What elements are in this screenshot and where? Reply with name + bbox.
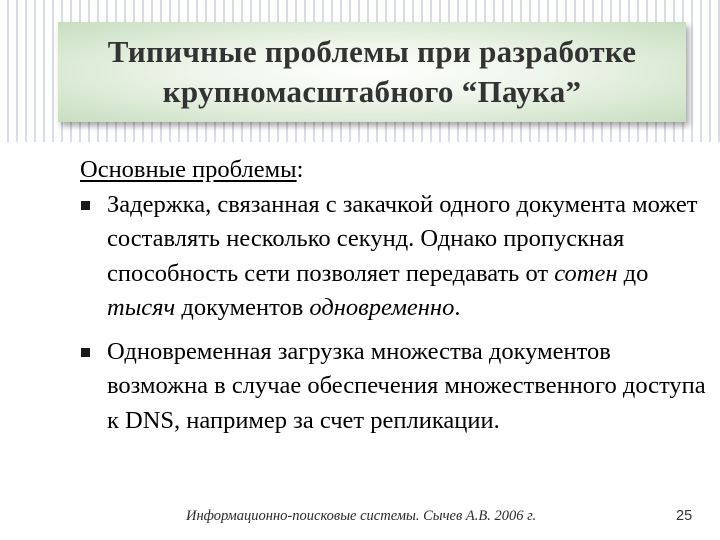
slide-footer-text: Информационно-поисковые системы. Сычев А.В. 2006 г. bbox=[186, 508, 537, 524]
square-bullet-icon bbox=[81, 348, 90, 357]
bullet-item-1 bbox=[80, 188, 712, 326]
body-heading-colon: : bbox=[296, 156, 304, 183]
bullet-1-italic-thousands: тысяч bbox=[107, 294, 176, 321]
slide-page-number: 25 bbox=[676, 508, 693, 524]
bullet-1-text-c: документов bbox=[175, 294, 310, 321]
slide-body bbox=[80, 153, 712, 438]
bullet-2-text: Одновременная загрузка множества документов возможна в случае обеспечения множественного доступа к DNS, например за счет репликации. bbox=[107, 337, 706, 434]
bullet-1-text-d: . bbox=[454, 294, 461, 321]
bullet-1-italic-simultaneously: одновременно bbox=[309, 294, 455, 321]
bullet-item-2 bbox=[80, 335, 712, 439]
bullet-1-text-b: до bbox=[617, 259, 649, 287]
square-bullet-icon bbox=[81, 201, 90, 210]
slide-title-line-1: Типичные проблемы при разработке bbox=[107, 34, 637, 69]
bullet-1-text-a: Задержка, связанная с закачкой одного документа может составлять несколько секунд. Однако пропускная способность сети позволяет передавать от bbox=[107, 190, 698, 287]
slide-title-box bbox=[58, 22, 686, 122]
body-heading-text: Основные проблемы bbox=[80, 156, 297, 183]
body-heading bbox=[80, 153, 712, 188]
bullet-1-italic-hundreds: сотен bbox=[554, 259, 618, 287]
slide-title-line-2: крупномасштабного “Паука” bbox=[162, 74, 582, 109]
